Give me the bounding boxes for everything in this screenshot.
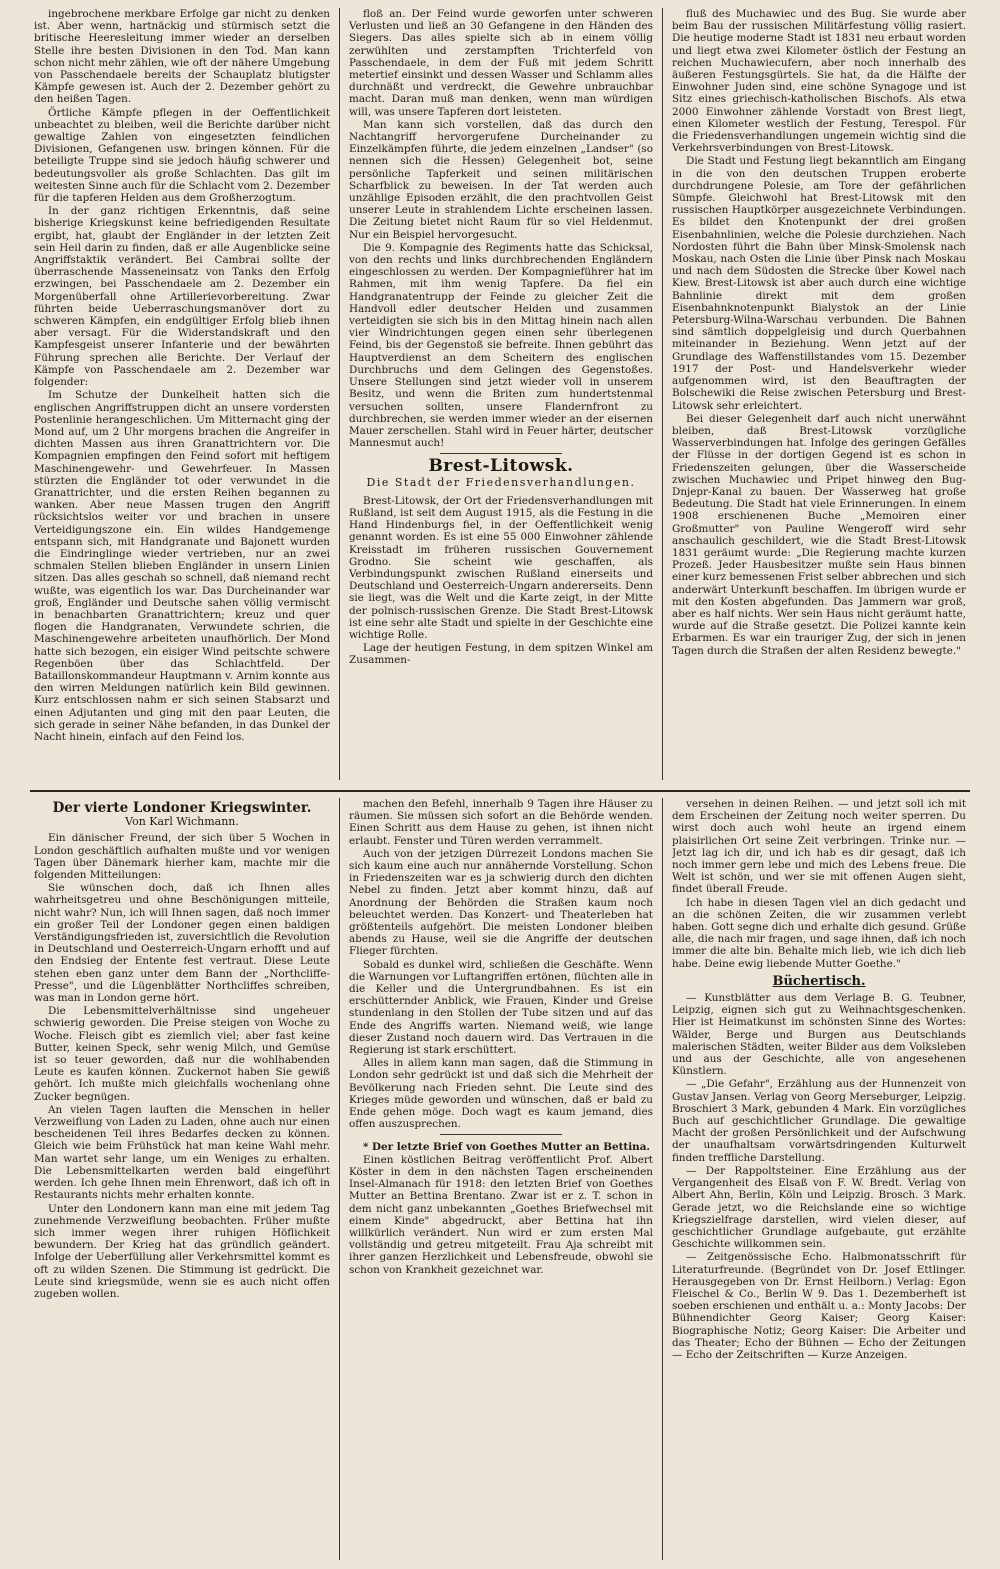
paragraph: Einen köstlichen Beitrag veröffentlicht Prof. Albert Köster in dem in den nächsten Tagen erscheinenden Insel-Almanach für 1918: den letzten Brief von Goethes Mutter an Bettina Brentano. Zwar ist er z. T. schon in dem nicht ganz unbekannten „Goethes Briefwechsel mit einem Kinde" abgedruckt, aber Bettina hat ihn willkürlich verändert. Nun wird er zum ersten Mal vollständig und getreu mitgeteilt. Frau Aja schreibt mit ihrer ganzen Herzlichkeit und Lebensfreude, obwohl sie schon von Krankheit gezeichnet war.: [349, 1153, 653, 1276]
buechertisch-title: Büchertisch.: [772, 973, 866, 989]
paragraph: Brest-Litowsk, der Ort der Friedensverhandlungen mit Rußland, ist seit dem August 1915, als die Festung in die Hand Hindenburgs fiel, in der Oeffentlichkeit wenig genannt worden. Es ist eine 55 000 Einwohner zählende Kreisstadt im früheren russischen Gouvernement Grodno. Sie scheint wie geschaffen, als Verbindungspunkt zwischen Rußland einerseits und Deutschland und Oesterreich-Ungarn andererseits. Denn sie liegt, was die Welt und die Karte zeigt, in der Mitte der polnisch-russischen Grenze. Die Stadt Brest-Litowsk ist eine sehr alte Stadt und spielte in der Geschichte eine wichtige Rolle.: [349, 494, 653, 641]
paragraph: In der ganz richtigen Erkenntnis, daß seine bisherige Kriegskunst keine befriedigenden Resultate ergibt, hat, glaubt der Engländer in der letzten Zeit sein Heil darin zu finden, daß er alle Augenblicke seine Angriffstaktik verändert. Bei Cambrai sollte der überraschende Masseneinsatz von Tanks den Erfolg erzwingen, bei Passchendaele am 2. Dezember ein Morgenüberfall ohne Artillerievorbereitung. Zwar führten beide Ueberraschungsmanöver dort zu schweren Kämpfen, ein endgültiger Erfolg blieb ihnen aber versagt. Für die Widerstandskraft und den Kampfesgeist unserer Infanterie und der bewährten Führung sprechen alle Berichte. Der Verlauf der Kämpfe von Passchendaele am 2. Dezember war folgender:: [34, 205, 330, 389]
paragraph: Örtliche Kämpfe pflegen in der Oeffentlichkeit unbeachtet zu bleiben, weil die Berichte darüber nicht gewaltige Zahlen von eingesetzten feindlichen Divisionen, Gefangenen usw. bringen können. Für die beteiligte Truppe sind sie jedoch häufig schwerer und bedeutungsvoller als große Schlachten. Das gilt im weitesten Sinne auch für die Schlacht vom 2. Dezember für die tapferen Helden aus dem Großherzogtum.: [34, 106, 330, 205]
paragraph: Alles in allem kann man sagen, daß die Stimmung in London sehr gedrückt ist und daß sich die Mehrheit der Bevölkerung nach Frieden sehnt. Die Leute sind des Krieges müde geworden und wünschen, daß er bald zu Ende gehen möge. Doch wagt es kaum jemand, dies offen auszusprechen.: [349, 1057, 653, 1131]
paragraph: — Kunstblätter aus dem Verlage B. G. Teubner, Leipzig, eignen sich gut zu Weihnachtsgeschenken. Hier ist Heimatkunst im schönsten Sinne des Wortes: Wälder, Berge und Burgen aus Deutschlands malerischen Städten, weiter Bilder aus dem Volksleben und aus der Geschichte, alle von angesehenen Künstlern.: [672, 992, 966, 1078]
top-column-2: [349, 8, 653, 780]
paragraph: Ein dänischer Freund, der sich über 5 Wochen in London geschäftlich aufhalten mußte und vor wenigen Tagen über Dänemark hierher kam, machte mir die folgenden Mitteilungen:: [34, 832, 330, 882]
paragraph: Auch von der jetzigen Dürrezeit Londons machen Sie sich kaum eine auch nur annähernde Vorstellung. Schon in Friedenszeiten war es ja schwierig durch den dichten Nebel zu finden. Jetzt aber kommt hinzu, daß auf Anordnung der Behörden die Straßen kaum noch beleuchtet werden. Das Konzert- und Theaterleben hat größtenteils aufgehört. Die meisten Londoner bleiben abends zu Hause, weil sie die Angriffe der deutschen Flieger fürchten.: [349, 847, 653, 958]
column-divider: [662, 8, 663, 780]
paragraph: — „Die Gefahr", Erzählung aus der Hunnenzeit von Gustav Jansen. Verlag von Georg Merseburger, Leipzig. Broschiert 3 Mark, gebunden 4 Mark. Ein vorzügliches Buch auf geschichtlicher Grundlage. Die gewaltige Macht der großen Persönlichkeit und der Aufschwung der unaufhaltsam vorwärtsdringenden Kulturwelt finden treffliche Darstellung.: [672, 1078, 966, 1164]
top-column-3: [672, 8, 966, 780]
paragraph: floß an. Der Feind wurde geworfen unter schweren Verlusten und ließ an 30 Gefangene in den Händen des Siegers. Das alles spielte sich ab in einem völlig zerwühlten und zerstampften Trichterfeld von Passchendaele, in dem der Fuß mit jedem Schritt metertief einsinkt und dessen Wasser und Schlamm alles durchnäßt und verdreckt, die Gewehre unbrauchbar macht. Daran muß man denken, wenn man würdigen will, was unsere Tapferen dort leisteten.: [349, 8, 653, 118]
paragraph: — Der Rappoltsteiner. Eine Erzählung aus der Vergangenheit des Elsaß von F. W. Bredt. Verlag von Albert Ahn, Berlin, Köln und Leipzig. Brosch. 3 Mark. Gerade jetzt, wo die Reichslande eine so wichtige Kriegszielfrage darstellen, wird vielen dieser, auf geschichtlicher Grundlage aufgebaute, gut erzählte Geschichte willkommen sein.: [672, 1164, 966, 1251]
top-column-1: [34, 8, 330, 780]
column-divider: [339, 798, 340, 1560]
brest-litowsk-subtitle: Die Stadt der Friedensverhandlungen.: [366, 475, 636, 489]
paragraph: Die Lebensmittelverhältnisse sind ungeheuer schwierig geworden. Die Preise steigen von Woche zu Woche. Fleisch gibt es ziemlich viel; aber fast keine Butter, keinen Speck, sehr wenig Milch, und Gemüse ist so teuer geworden, daß nur die wohlhabenden Leute es kaufen können. Zuckernot haben Sie gewiß gehört. Ich mußte mich gleichfalls wochenlang ohne Zucker begnügen.: [34, 1005, 330, 1103]
paragraph: An vielen Tagen lauften die Menschen in heller Verzweiflung von Laden zu Laden, ohne auch nur einen bescheidenen Teil ihres Bedarfes decken zu können. Gleich wie beim Frühstück hat man keine Wahl mehr. Man wartet sehr lange, um ein Weniges zu erhalten. Die Lebensmittelkarten werden bald eingeführt werden. Ich gehe Ihnen mein Ehrenwort, daß ich oft in Restaurants nichts mehr erhalten konnte.: [34, 1103, 330, 1202]
paragraph: Lage der heutigen Festung, in dem spitzen Winkel am Zusammen-: [349, 642, 653, 667]
paragraph: fluß des Muchawiec und des Bug. Sie wurde aber beim Bau der russischen Militärfestung völlig rasiert. Die heutige moderne Stadt ist 1831 neu erbaut worden und liegt etwa zwei Kilometer östlich der Festung an reichen Muchawiecufern, aber noch innerhalb des äußeren Festungsgürtels. Sie hat, da die Hälfte der Einwohner Juden sind, eine schöne Synagoge und ist Sitz eines griechisch-katholischen Bischofs. Als etwa 2000 Einwohner zählende Vorstadt von Brest liegt, einen Kilometer westlich der Festung, Terespol. Für die Friedensverhandlungen ungemein wichtig sind die Verkehrsverbindungen von Brest-Litowsk.: [672, 8, 966, 155]
paragraph: Die Stadt und Festung liegt bekanntlich am Eingang in die von den deutschen Truppen eroberte durchdrungene Polesie, am Tore der gefährlichen Sümpfe. Gleichwohl hat Brest-Litowsk mit den russischen Hauptkörper ausgezeichnete Verbindungen. Es bildet den Knotenpunkt der drei großen Eisenbahnlinien, welche die Polesie durchziehen. Nach Nordosten führt die Bahn über Minsk-Smolensk nach Moskau, nach Osten die Linie über Pinsk nach Moskau und nach dem Südosten die Strecke über Kowel nach Kiew. Brest-Litowsk ist aber auch durch eine wichtige Bahnlinie direkt mit dem großen Eisenbahnknotenpunkt Bialystok an der Linie Petersburg-Wilna-Warschau verbunden. Die Bahnen sind sämtlich doppelgleisig und durch Querbahnen miteinander in Beziehung. Wenn jetzt auf der Grundlage des Waffenstillstandes vom 15. Dezember 1917 der Post- und Handelsverkehr wieder aufgenommen wird, ist den Beauftragten der Bolschewiki die Reise zwischen Petersburg und Brest-Litowsk sehr erleichtert.: [672, 155, 966, 412]
paragraph: Im Schutze der Dunkelheit hatten sich die englischen Angriffstruppen dicht an unsere vordersten Postenlinie herangeschlichen. Um Mitternacht ging der Mond auf, um 2 Uhr morgens brachen die Angreifer in dichten Massen aus ihren Granattrichtern vor. Die Kompagnien empfingen den Feind sofort mit heftigem Maschinengewehr- und Gewehrfeuer. In Massen stürzten die Engländer tot oder verwundet in die Granattrichter, und die ersten Reihen begannen zu wanken. Aber neue Massen trugen den Angriff rücksichtslos weiter vor und brachen in unsere Verteidigungszone ein. Ein wildes Handgemenge entspann sich, mit Handgranate und Bajonett wurden die Eindringlinge wieder vertrieben, nur an zwei schmalen Stellen blieben Engländer in unsern Linien sitzen. Das alles geschah so schnell, daß niemand recht wußte, was eigentlich los war. Das Durcheinander war groß, Engländer und Deutsche sahen völlig vermischt in benachbarten Granattrichtern; kreuz und quer flogen die Handgranaten, Verwundete schrien, die Maschinengewehre arbeiteten unaufhörlich. Der Mond hatte sich bezogen, ein eisiger Wind peitschte schwere Regenböen über das Schlachtfeld. Der Bataillonskommandeur Hauptmann v. Arnim konnte aus den wirren Meldungen natürlich kein Bild gewinnen. Kurz entschlossen nahm er sich seinen Stabsarzt und einen Adjutanten und ging mit den paar Leuten, die sich gerade in seiner Nähe befanden, in das Dunkel der Nacht hinein, einfach auf den Feind los.: [34, 389, 330, 743]
paragraph: Unter den Londonern kann man eine mit jedem Tag zunehmende Verzweiflung beobachten. Früher mußte sich immer wegen ihrer ruhigen Höflichkeit bewundern. Der Krieg hat das gründlich geändert. Infolge der Ueberfüllung aller Verkehrsmittel kommt es oft zu wilden Szenen. Die Stimmung ist gedrückt. Die Leute sind kriegsmüde, wenn sie es auch nicht offen zugeben wollen.: [34, 1202, 330, 1300]
paragraph: Sie wünschen doch, daß ich Ihnen alles wahrheitsgetreu und ohne Beschönigungen mitteile, nicht wahr? Nun, ich will Ihnen sagen, daß noch immer ein großer Teil der Londoner gegen einen baldigen Verständigungsfrieden ist, zuversichtlich die Revolution in Deutschland und Oesterreich-Ungarn erhofft und auf den Endsieg der Entente fest vertraut. Diese Leute stehen eben ganz unter dem Bann der „Northcliffe-Presse", und die Lügenblätter Northcliffes schreiben, was man in London gerne hört.: [34, 882, 330, 1005]
section-divider: [440, 1134, 562, 1135]
section-divider: [440, 453, 562, 454]
column-divider: [662, 798, 663, 1560]
paragraph: ingebrochene merkbare Erfolge gar nicht zu denken ist. Aber wenn, hartnäckig und stürmisch setzt die britische Heeresleitung immer wieder an derselben Stelle ihre besten Divisionen in den Tod. Man kann schon nicht mehr zählen, wie oft der nähere Umgebung von Passchendaele bereits der Schauplatz blutigster Kämpfe gewesen ist. Auch der 2. Dezember gehört zu den heißen Tagen.: [34, 8, 330, 106]
paragraph: — Zeitgenössische Echo. Halbmonatsschrift für Literaturfreunde. (Begründet von Dr. Josef Ettlinger. Herausgegeben von Dr. Ernst Heilborn.) Verlag: Egon Fleischel & Co., Berlin W 9. Das 1. Dezemberheft ist soeben erschienen und enthält u. a.: Monty Jacobs: Der Bühnendichter Georg Kaiser; Georg Kaiser: Biographische Notiz; Georg Kaiser: Die Arbeiter und das Theater; Echo der Bühnen — Echo der Zeitungen — Echo der Zeitschriften — Kurze Anzeigen.: [672, 1251, 966, 1361]
paragraph: Bei dieser Gelegenheit darf auch nicht unerwähnt bleiben, daß Brest-Litowsk vorzügliche Wasserverbindungen hat. Infolge des geringen Gefälles der Flüsse in der dortigen Gegend ist es schon in Friedenszeiten gelungen, über die Wasserscheide zwischen Muchawiec und Pripet hinweg den Bug-Dnjepr-Kanal zu bauen. Der Wasserweg hat große Bedeutung. Die Stadt hat viele Erinnerungen. In einem 1908 erschienenen Buche „Memoiren einer Großmutter" von Pauline Wengeroff wird sehr anschaulich geschildert, wie die Stadt Brest-Litowsk 1831 geräumt wurde: „Die Regierung machte kurzen Prozeß. Jeder Hausbesitzer mußte sein Haus binnen einer kurz bemessenen Frist selber abbrechen und sich anderwärt Unterkunft beschaffen. Im übrigen wurde er mit den Kosten abgefunden. Das Jammern war groß, aber es half nichts. Wer sein Haus nicht geräumt hatte, wurde auf die Straße gesetzt. Die Polizei kannte kein Erbarmen. Es war ein trauriger Zug, der sich in jenen Tagen durch die Straßen der alten Residenz bewegte.": [672, 412, 966, 657]
bottom-column-2: [349, 798, 653, 1560]
goethe-article-heading: * Der letzte Brief von Goethes Mutter an Bettina.: [363, 1141, 651, 1154]
column-divider: [339, 8, 340, 780]
paragraph: Ich habe in diesen Tagen viel an dich gedacht und an die schönen Zeiten, die wir zusammen verlebt haben. Gott segne dich und erhalte dich gesund. Grüße alle, die nach mir fragen, und sage ihnen, daß ich noch immer die alte bin. Behalte mich lieb, wie ich dich lieb habe. Deine ewig liebende Mutter Goethe.": [672, 896, 966, 970]
bottom-column-1: [34, 798, 330, 1560]
paragraph: versehen in deinen Reihen. — und jetzt soll ich mit dem Erscheinen der Zeitung noch weiter sperren. Du wirst doch auch wohl heute an irgend einem plaisirlichen Ort seine Zeit verbringen. Trinke nur. — Jetzt lag ich dir, und ich hab es dir gesagt, daß ich noch immer gern lebe und mich des Lebens freue. Die Welt ist schön, und wer sie mit offenen Augen sieht, findet überall Freude.: [672, 798, 966, 896]
paragraph: Man kann sich vorstellen, daß das durch den Nachtangriff hervorgerufene Durcheinander zu Einzelkämpfen führte, die jedem einzelnen „Landser" (so nennen sich die Hessen) Gelegenheit bot, seine persönliche Tapferkeit und seinen militärischen Scharfblick zu beweisen. In der Tat werden auch unzählige Episoden erzählt, die den prachtvollen Geist unserer Leute in strahlendem Lichte erscheinen lassen. Die Zeitung bietet nicht Raum für so viel Heldenmut. Nur ein Beispiel hervorgesucht.: [349, 118, 653, 241]
feuilleton-divider: [30, 790, 970, 792]
bottom-column-3: [672, 798, 966, 1560]
paragraph: Sobald es dunkel wird, schließen die Geschäfte. Wenn die Warnungen vor Luftangriffen ertönen, flüchten alle in die Keller und die Untergrundbahnen. Es ist ein erschütternder Anblick, wie Frauen, Kinder und Greise stundenlang in den Stollen der Tube sitzen und auf das Ende des Angriffs warten. Niemand weiß, wie lange dieser Zustand noch dauern wird. Das Vertrauen in die Regierung ist stark erschüttert.: [349, 958, 653, 1057]
brest-litowsk-title: Brest-Litowsk.: [428, 456, 574, 477]
wichmann-article-title: Der vierte Londoner Kriegswinter.: [52, 800, 312, 816]
paragraph: machen den Befehl, innerhalb 9 Tagen ihre Häuser zu räumen. Sie müssen sich sofort an die Behörde wenden. Einen Schritt aus dem Hause zu gehen, ist ihnen nicht erlaubt. Fenster und Türen werden verrammelt.: [349, 798, 653, 847]
paragraph: Die 9. Kompagnie des Regiments hatte das Schicksal, von den rechts und links durchbrechenden Engländern eingeschlossen zu werden. Der Kompagnieführer hat im Rahmen, mit ihm wenig Tapfere. Da fiel ein Handgranatentrupp der Feinde zu gleicher Zeit die Handvoll edler deutscher Helden und zusammen verteidigten sie sich bis in den Mittag hinein nach allen vier Windrichtungen gegen einen sehr überlegenen Feind, bis der Gegenstoß sie befreite. Ihnen gebührt das Hauptverdienst an dem Scheitern des englischen Durchbruchs und dem Gelingen des Gegenstoßes. Unsere Stellungen sind jetzt wieder voll in unserem Besitz, und wenn die Briten zum hundertstenmal versuchen sollten, unsere Flandernfront zu durchbrechen, sie werden immer wieder an der eisernen Mauer zerschellen. Stahl wird in Feuer härter, deutscher Mannesmut auch!: [349, 241, 653, 450]
wichmann-byline: Von Karl Wichmann.: [125, 815, 239, 829]
